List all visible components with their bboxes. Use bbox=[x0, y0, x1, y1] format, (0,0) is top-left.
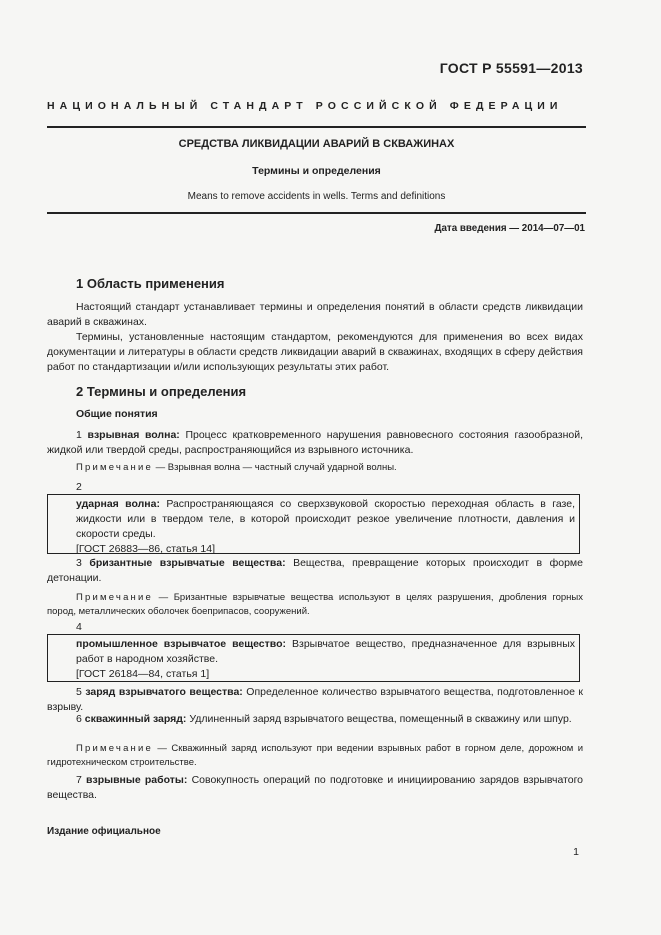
national-standard-banner: НАЦИОНАЛЬНЫЙ СТАНДАРТ РОССИЙСКОЙ ФЕДЕРАЦИИ bbox=[47, 100, 563, 112]
document-title: СРЕДСТВА ЛИКВИДАЦИИ АВАРИЙ В СКВАЖИНАХ bbox=[178, 138, 455, 150]
note-1: Примечание — Взрывная волна — частный случай ударной волны. bbox=[76, 462, 397, 473]
term-2-box bbox=[47, 494, 580, 554]
term-7-name: взрывные работы: bbox=[86, 774, 188, 786]
term-4-box bbox=[47, 634, 580, 682]
term-1-name: взрывная волна: bbox=[87, 429, 180, 441]
note-1-text: Взрывная волна — частный случай ударной волны. bbox=[167, 462, 397, 473]
term-6-name: скважинный заряд: bbox=[84, 713, 187, 725]
term-2-definition: Распространяющаяся со сверхзвуковой скоростью переходная область в газе, жидкости или в твердом теле, в которой происходит резкое увеличение плотности, давления и скорости среды. bbox=[76, 498, 576, 540]
standard-number: ГОСТ Р 55591—2013 bbox=[439, 60, 583, 76]
term-4-definition: Взрывчатое вещество, предназначенное для взрывных работ в народном хозяйстве. bbox=[76, 638, 576, 665]
note-label: Примечание bbox=[76, 462, 153, 473]
title-rule bbox=[47, 212, 586, 214]
term-4-reference: [ГОСТ 26184—84, статья 1] bbox=[76, 668, 210, 680]
term-1 bbox=[47, 428, 583, 458]
general-concepts-subheading: Общие понятия bbox=[76, 408, 158, 420]
term-7-definition: Совокупность операций по подготовке и инициированию зарядов взрывчатого вещества. bbox=[47, 774, 584, 801]
term-5 bbox=[47, 685, 583, 715]
note-6-text: Скважинный заряд используют при ведении взрывных работ в горном деле, дорожном и гидротехническом строительстве. bbox=[47, 743, 584, 768]
term-2-name: ударная волна: bbox=[76, 498, 160, 510]
scope-paragraph-2: Термины, установленные настоящим стандартом, рекомендуются для применения во всех видах документации и литературы в области средств ликвидации аварий в скважинах, входящих в сферу действия работ по стандартизации и/или использующих результаты этих работ. bbox=[47, 331, 583, 373]
term-6 bbox=[47, 712, 583, 727]
term-7-number: 7 bbox=[76, 774, 82, 786]
term-5-name: заряд взрывчатого вещества: bbox=[85, 686, 243, 698]
term-6-number: 6 bbox=[76, 713, 82, 725]
term-6-definition: Удлиненный заряд взрывчатого вещества, помещенный в скважину или шпур. bbox=[189, 713, 572, 725]
term-3-name: бризантные взрывчатые вещества: bbox=[89, 557, 286, 569]
term-7 bbox=[47, 773, 583, 803]
english-title: Means to remove accidents in wells. Terms and definitions bbox=[187, 191, 446, 202]
term-1-definition: Процесс кратковременного нарушения равновесного состояния газообразной, жидкой или твердой среды, распространяющийся из взрывного источника. bbox=[47, 429, 583, 456]
note-3: Примечание — Бризантные взрывчатые вещества используют в целях разрушения, дробления горных пород, металлических оболочек боеприпасов, сооружений. bbox=[47, 592, 583, 617]
section-1-text bbox=[47, 300, 583, 375]
scope-paragraph-1: Настоящий стандарт устанавливает термины и определения понятий в области средств ликвидации аварий в скважинах. bbox=[47, 301, 583, 328]
document-subtitle: Термины и определения bbox=[252, 165, 381, 177]
page-number: 1 bbox=[573, 846, 579, 858]
section-2-heading: 2 Термины и определения bbox=[76, 384, 247, 399]
introduction-date: Дата введения — 2014—07—01 bbox=[434, 223, 585, 234]
term-3 bbox=[47, 556, 583, 586]
note-6: Примечание — Скважинный заряд используют при ведении взрывных работ в горном деле, дорожном и гидротехническом строительстве. bbox=[47, 743, 584, 768]
term-2-number: 2 bbox=[76, 481, 82, 493]
term-4-number: 4 bbox=[76, 621, 82, 633]
term-5-definition: Определенное количество взрывчатого вещества, подготовленное к взрыву. bbox=[47, 686, 583, 713]
term-3-number: 3 bbox=[76, 557, 82, 569]
term-2-reference: [ГОСТ 26883—86, статья 14] bbox=[76, 543, 215, 555]
top-rule bbox=[47, 126, 586, 128]
note-3-text: Бризантные взрывчатые вещества используют в целях разрушения, дробления горных пород, металлических оболочек боеприпасов, сооружений. bbox=[47, 592, 583, 617]
term-1-number: 1 bbox=[76, 429, 82, 441]
official-edition-label: Издание официальное bbox=[47, 826, 161, 837]
section-1-heading: 1 Область применения bbox=[76, 276, 225, 291]
term-4-name: промышленное взрывчатое вещество: bbox=[76, 638, 287, 650]
term-5-number: 5 bbox=[76, 686, 82, 698]
term-3-definition: Вещества, превращение которых происходит в форме детонации. bbox=[47, 557, 583, 584]
